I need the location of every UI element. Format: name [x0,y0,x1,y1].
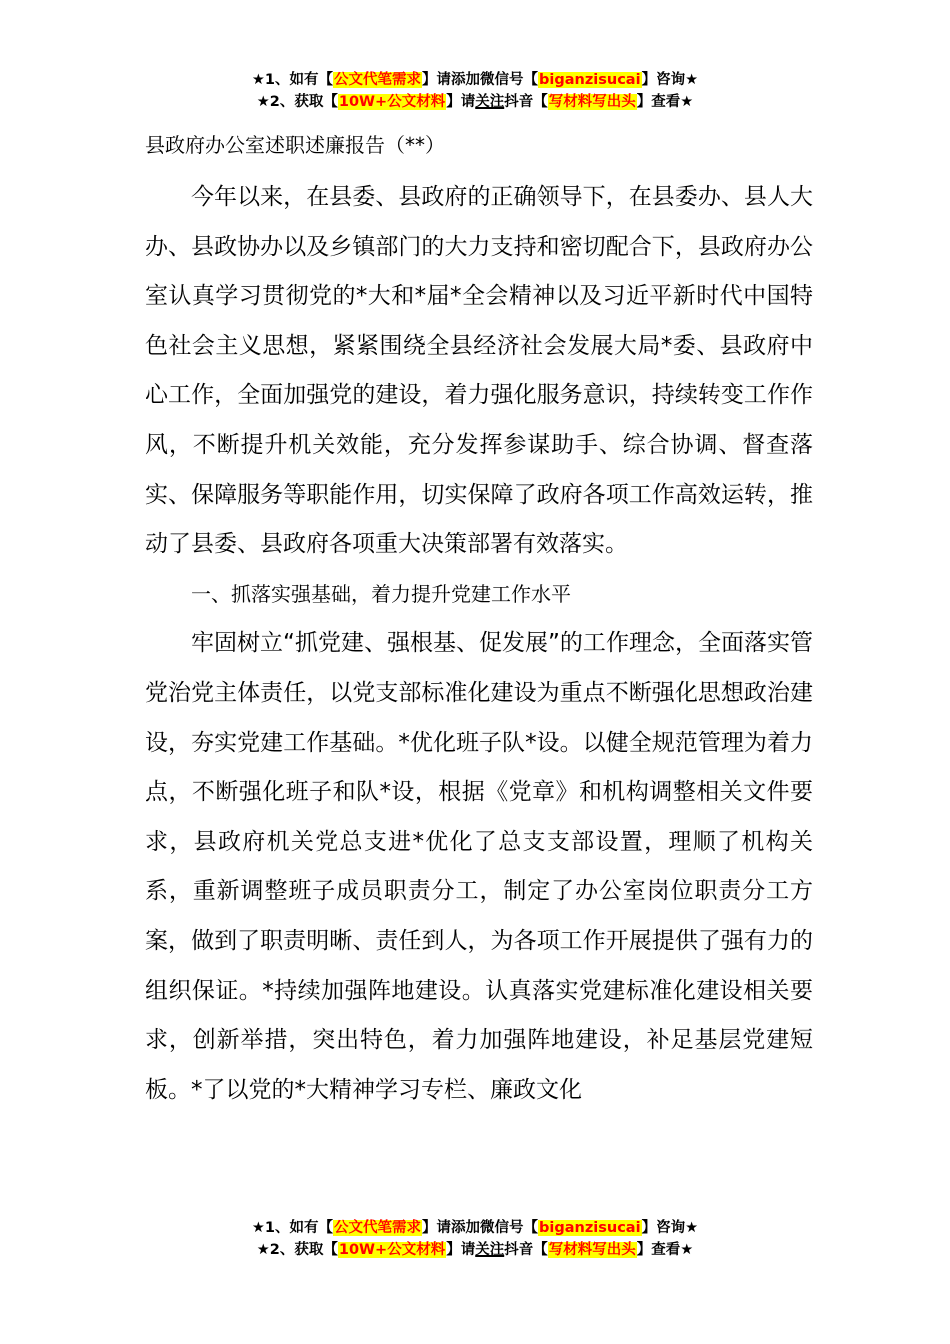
document-body [145,173,813,1115]
materials-highlight: 10W+公文材料 [338,94,446,110]
star-icon: ★ [685,1220,699,1236]
header-banner-line-1 [0,69,950,91]
follow-underlined-text: 关注 [475,1242,505,1258]
banner-text: 抖音【 [504,1242,548,1258]
wechat-id-highlight: biganzisucai [539,72,641,88]
star-icon: ★ [680,1242,694,1258]
header-banner [0,69,950,113]
document-title: 县政府办公室述职述廉报告（**） [145,133,445,157]
footer-banner-line-1 [0,1217,950,1239]
header-banner-line-2 [0,91,950,113]
douyin-account-highlight: 写材料写出头 [548,94,636,110]
banner-text: 抖音【 [504,94,548,110]
banner-text: 】请 [446,1242,476,1258]
star-icon: ★ [251,1220,265,1236]
section-heading: 一、抓落实强基础，着力提升党建工作水平 [191,581,571,606]
service-highlight: 公文代笔需求 [334,1220,422,1236]
star-icon: ★ [251,72,265,88]
star-icon: ★ [680,94,694,110]
banner-text: 】查看 [636,94,681,110]
star-icon: ★ [685,72,699,88]
section-paragraph: 牢固树立“抓党建、强根基、促发展”的工作理念，全面落实管党治党主体责任，以党支部标准化建设为重点不断强化思想政治建设，夯实党建工作基础。*优化班子队*设。以健全规范管理为着力点，不断强化班子和队*设，根据《党章》和机构调整相关文件要求，县政府机关党总支进*优化了总支支部设置，理顺了机构关系，重新调整班子成员职责分工，制定了办公室岗位职责分工方案，做到了职责明晰、责任到人，为各项工作开展提供了强有力的组织保证。*持续加强阵地建设。认真落实党建标准化建设相关要求，创新举措，突出特色，着力加强阵地建设，补足基层党建短板。*了以党的*大精神学习专栏、廉政文化 [145,630,813,1103]
douyin-account-highlight: 写材料写出头 [548,1242,636,1258]
footer-banner [0,1217,950,1261]
banner-text: 】请 [446,94,476,110]
banner-text: 】咨询 [641,1220,686,1236]
follow-underlined-text: 关注 [475,94,505,110]
banner-text: 1、如有【 [264,72,334,88]
star-icon: ★ [256,1242,270,1258]
materials-highlight: 10W+公文材料 [338,1242,446,1258]
banner-text: 】查看 [636,1242,681,1258]
service-highlight: 公文代笔需求 [334,72,422,88]
banner-text: 】请添加微信号【 [422,72,539,88]
banner-text: 2、获取【 [269,1242,338,1258]
banner-text: 2、获取【 [269,94,338,110]
intro-paragraph: 今年以来，在县委、县政府的正确领导下，在县委办、县人大办、县政协办以及乡镇部门的大力支持和密切配合下，县政府办公室认真学习贯彻党的*大和*届*全会精神以及习近平新时代中国特色社会主义思想，紧紧围绕全县经济社会发展大局*委、县政府中心工作，全面加强党的建设，着力强化服务意识，持续转变工作作风，不断提升机关效能，充分发挥参谋助手、综合协调、督查落实、保障服务等职能作用，切实保障了政府各项工作高效运转，推动了县委、县政府各项重大决策部署有效落实。 [145,184,813,558]
banner-text: 1、如有【 [264,1220,334,1236]
footer-banner-line-2 [0,1239,950,1261]
star-icon: ★ [256,94,270,110]
wechat-id-highlight: biganzisucai [539,1220,641,1236]
banner-text: 】咨询 [641,72,686,88]
banner-text: 】请添加微信号【 [422,1220,539,1236]
